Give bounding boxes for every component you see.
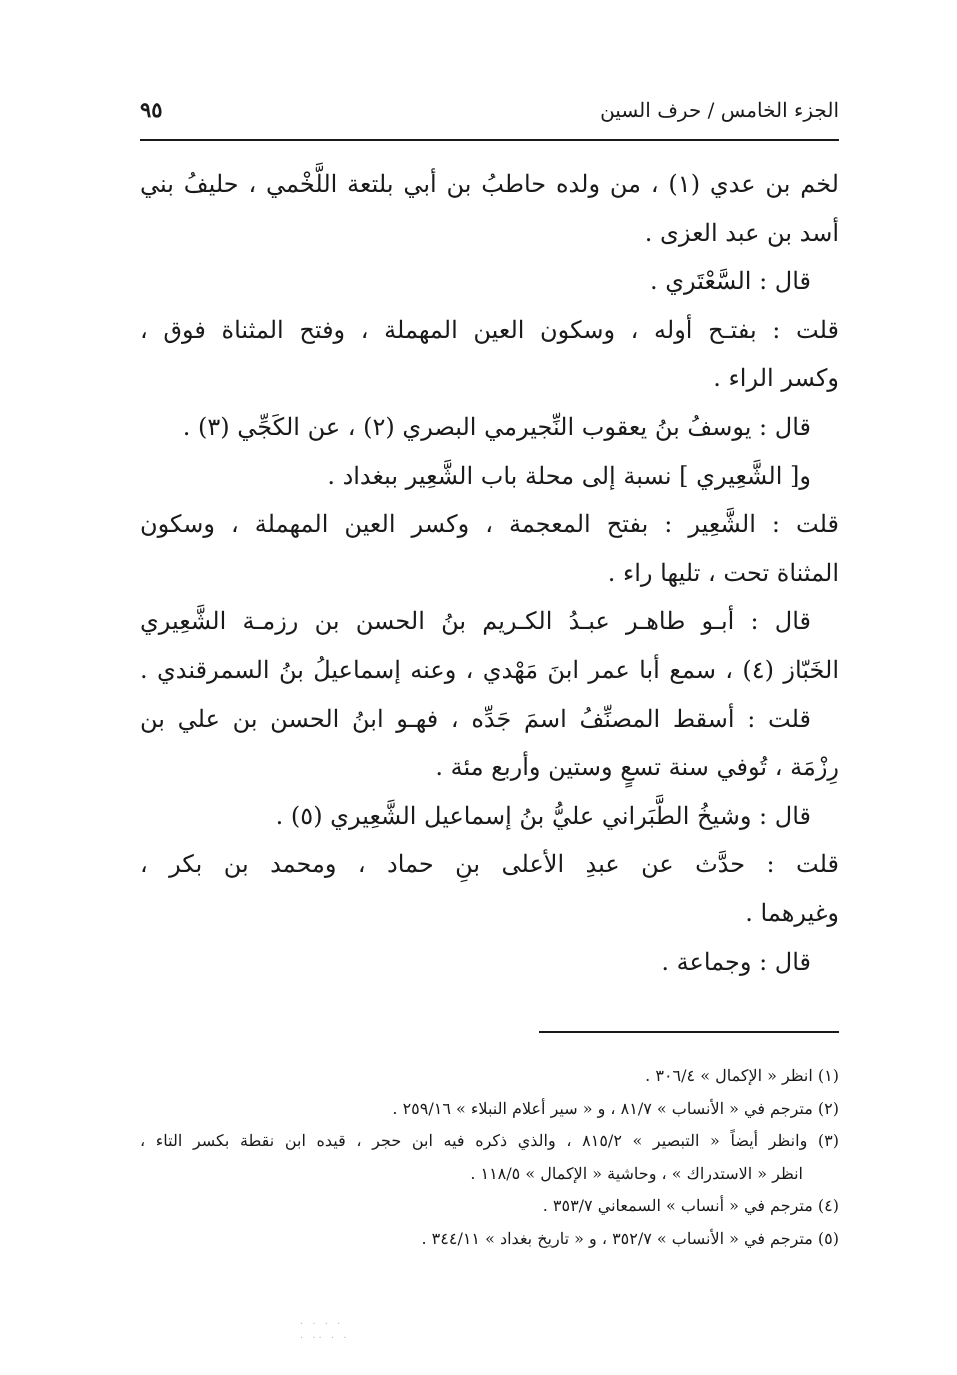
footnote-3: (٣) وانظر أيضاً « التبصير » ٨١٥/٢ ، والذي ذكره فيه ابن حجر ، قيده ابن نقطة بكسر التاء ،: [140, 1131, 839, 1150]
text-line: قال : أبـو طاهـر عبـدُ الكـريم بنُ الحسن بن رزمـة الشَّعِيري: [140, 607, 811, 636]
text-line: و[ الشَّعِيري ] نسبة إلى محلة باب الشَّعِير ببغداد .: [327, 461, 811, 490]
text-line: لخم بن عدي (١) ، من ولده حاطبُ بن أبي بلتعة اللَّخْمي ، حليفُ بني: [140, 170, 839, 198]
main-text: [140, 160, 839, 986]
text-line: قال : السَّعْتَري .: [649, 267, 811, 296]
text-line: قال : يوسفُ بنُ يعقوب النِّجيرمي البصري (٢) ، عن الكَجِّي (٣) .: [182, 412, 811, 441]
text-line: الخَبّاز (٤) ، سمع أبا عمر ابنَ مَهْدي ، وعنه إسماعيلُ بنُ السمرقندي .: [140, 655, 839, 684]
text-line: قال : وجماعة .: [661, 947, 811, 976]
text-line: قلت : بفتـح أوله ، وسكون العين المهملة ، وفتح المثناة فوق ،: [140, 315, 839, 344]
footnote-5: (٥) مترجم في « الأنساب » ٣٥٢/٧ ، و « تاريخ بغداد » ٣٤٤/١١ .: [421, 1228, 839, 1248]
text-line: وغيرهما .: [745, 898, 839, 927]
text-line: قال : وشيخُ الطَّبَراني عليُّ بنُ إسماعيل الشَّعِيري (٥) .: [275, 801, 811, 830]
text-line: وكسر الراء .: [713, 364, 839, 393]
text-line: قلت : أسقط المصنِّفُ اسمَ جَدِّه ، فهـو ابنُ الحسن بن علي بن: [140, 704, 811, 733]
footnote-2: (٢) مترجم في « الأنساب » ٨١/٧ ، و « سير أعلام النبلاء » ٢٥٩/١٦ .: [392, 1098, 839, 1118]
footnotes: [140, 1060, 839, 1255]
text-line: قلت : حدَّث عن عبدِ الأعلى بنِ حماد ، ومحمد بن بكر ،: [140, 850, 839, 879]
header-title: الجزء الخامس / حرف السين: [600, 98, 839, 122]
text-line: رِزْمَة ، تُوفي سنة تسعٍ وستين وأربع مئة .: [435, 753, 839, 782]
page-number: ٩٥: [140, 97, 163, 122]
header-rule: [140, 139, 839, 141]
text-line: قلت : الشَّعِير : بفتح المعجمة ، وكسر العين المهملة ، وسكون: [140, 510, 839, 539]
footnote-separator: [539, 1031, 839, 1033]
scan-speckles: · · · · · ·· · ·: [300, 1319, 350, 1344]
text-line: أسد بن عبد العزى .: [644, 218, 839, 247]
footnote-1: (١) انظر « الإكمال » ٣٠٦/٤ .: [645, 1066, 839, 1085]
footnote-3-continued: انظر « الاستدراك » ، وحاشية « الإكمال » ١١٨/٥ .: [470, 1163, 803, 1183]
text-line: المثناة تحت ، تليها راء .: [607, 558, 839, 587]
footnote-4: (٤) مترجم في « أنساب » السمعاني ٣٥٣/٧ .: [542, 1196, 839, 1215]
running-header: [140, 92, 839, 128]
